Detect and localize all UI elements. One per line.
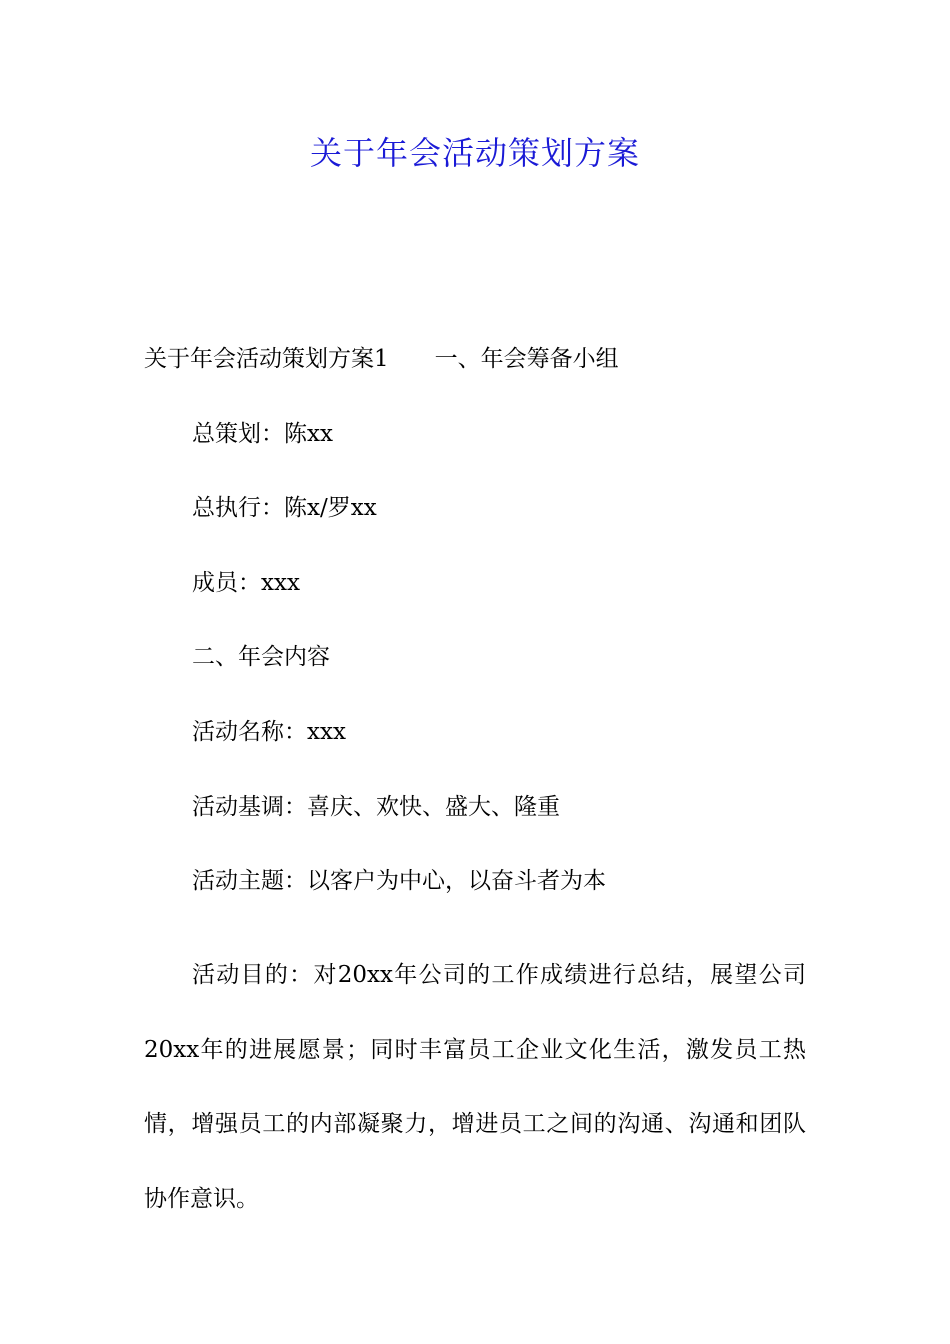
members-line: 成员：xxx bbox=[192, 570, 300, 596]
section-heading: 关于年会活动策划方案1 bbox=[144, 346, 389, 372]
activity-theme-line: 活动主题：以客户为中心，以奋斗者为本 bbox=[192, 868, 606, 894]
purpose-paragraph: 活动目的：对20xx年公司的工作成绩进行总结，展望公司20xx年的进展愿景；同时丰富员工企业文化生活，激发员工热情，增强员工的内部凝聚力，增进员工之间的沟通、沟通和团队协作意识。 bbox=[144, 962, 806, 1212]
content-heading: 二、年会内容 bbox=[192, 644, 330, 670]
document-title: 关于年会活动策划方案 bbox=[309, 134, 640, 172]
chief-executor-line: 总执行：陈x/罗xx bbox=[192, 495, 377, 521]
activity-name-line: 活动名称：xxx bbox=[192, 719, 346, 745]
section-heading-row bbox=[144, 341, 619, 377]
group-heading: 一、年会筹备小组 bbox=[434, 346, 619, 372]
activity-tone-line: 活动基调：喜庆、欢快、盛大、隆重 bbox=[192, 794, 560, 820]
chief-planner-line: 总策划：陈xx bbox=[192, 421, 333, 447]
